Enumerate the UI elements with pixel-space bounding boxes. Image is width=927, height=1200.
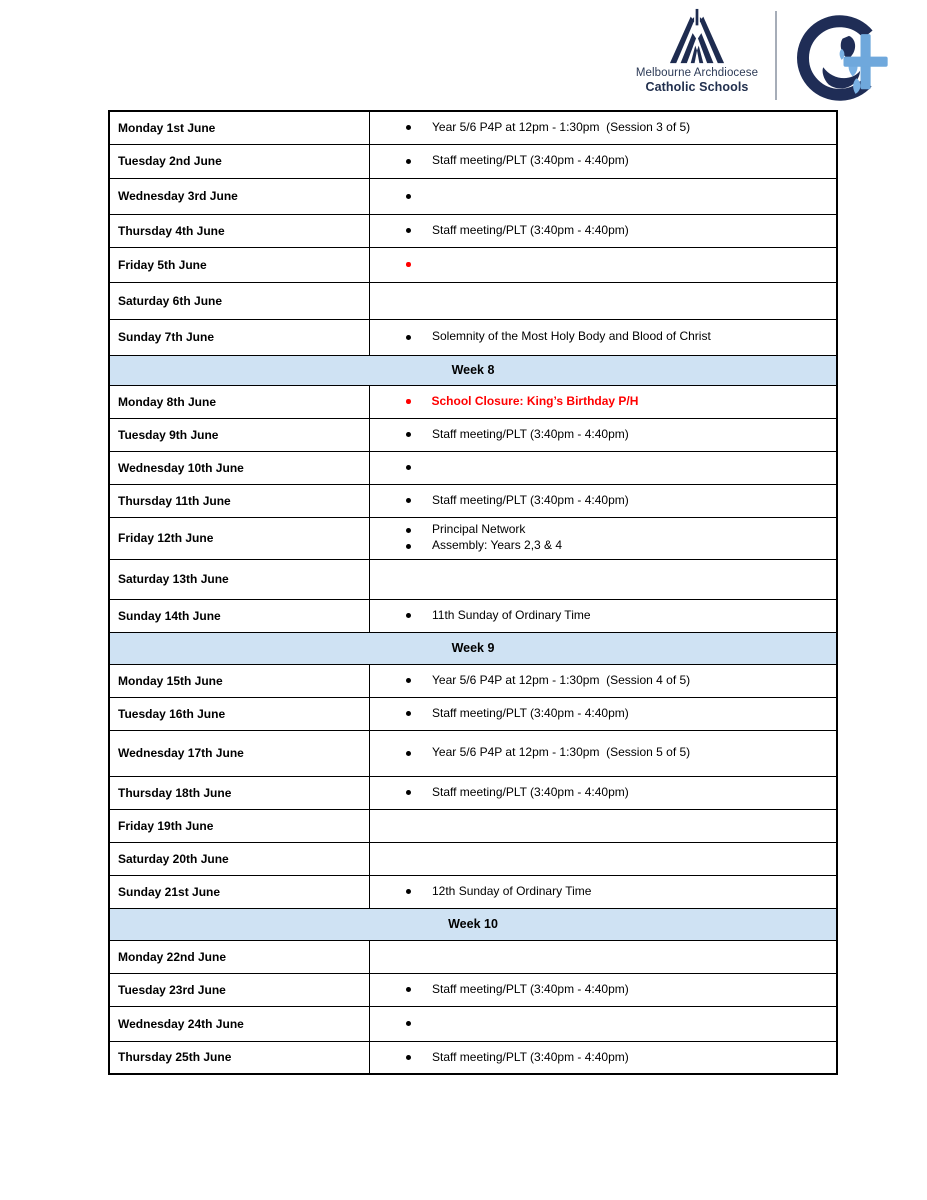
event-line xyxy=(370,1049,832,1065)
table-row xyxy=(109,214,837,247)
bullet-icon xyxy=(406,1021,411,1026)
events-cell xyxy=(370,730,838,776)
event-text: Staff meeting/PLT (3:40pm - 4:40pm) xyxy=(432,981,629,996)
event-line xyxy=(370,538,832,554)
table-row xyxy=(109,418,837,451)
day-cell: Tuesday 9th June xyxy=(109,418,370,451)
circle-logo xyxy=(797,12,890,109)
bullet-icon xyxy=(406,262,411,267)
bullet-icon xyxy=(406,987,411,992)
table-row xyxy=(109,1006,837,1041)
day-cell: Sunday 14th June xyxy=(109,599,370,632)
bullet-icon xyxy=(406,544,411,549)
bullet-icon xyxy=(406,159,411,164)
event-text: Year 5/6 P4P at 12pm - 1:30pm (Session 4 of 5) xyxy=(432,672,691,687)
day-cell: Tuesday 16th June xyxy=(109,697,370,730)
event-line xyxy=(370,223,832,239)
event-line xyxy=(370,884,832,900)
day-cell: Wednesday 17th June xyxy=(109,730,370,776)
macs-logo-text-line2: Catholic Schools xyxy=(645,80,749,94)
events-cell xyxy=(370,809,838,842)
bullet-icon xyxy=(406,678,411,683)
bullet-icon xyxy=(406,1055,411,1060)
events-cell xyxy=(370,517,838,559)
event-text: Solemnity of the Most Holy Body and Blood of Christ xyxy=(432,329,711,344)
event-line xyxy=(370,982,832,998)
event-text: Staff meeting/PLT (3:40pm - 4:40pm) xyxy=(432,1049,629,1064)
event-line xyxy=(370,427,832,443)
event-text: Staff meeting/PLT (3:40pm - 4:40pm) xyxy=(432,705,629,720)
events-cell xyxy=(370,664,838,697)
week-label: Week 9 xyxy=(109,632,837,664)
event-line xyxy=(370,188,832,204)
day-cell: Thursday 4th June xyxy=(109,214,370,247)
events-cell xyxy=(370,875,838,908)
events-cell xyxy=(370,214,838,247)
week-header-row xyxy=(109,632,837,664)
events-cell xyxy=(370,776,838,809)
day-cell: Friday 5th June xyxy=(109,247,370,282)
event-text: Staff meeting/PLT (3:40pm - 4:40pm) xyxy=(432,492,629,507)
events-cell xyxy=(370,842,838,875)
table-row xyxy=(109,730,837,776)
table-row xyxy=(109,559,837,599)
week-header-row xyxy=(109,908,837,940)
event-line xyxy=(370,460,832,476)
table-row xyxy=(109,111,837,144)
bullet-icon xyxy=(406,613,411,618)
calendar-table xyxy=(108,110,838,1075)
calendar-body xyxy=(109,111,837,1074)
events-cell xyxy=(370,940,838,973)
bullet-icon xyxy=(406,711,411,716)
events-cell xyxy=(370,385,838,418)
event-text: School Closure: King’s Birthday P/H xyxy=(431,393,639,408)
day-cell: Monday 1st June xyxy=(109,111,370,144)
day-cell: Saturday 13th June xyxy=(109,559,370,599)
bullet-icon xyxy=(406,498,411,503)
table-row xyxy=(109,178,837,214)
event-text: 12th Sunday of Ordinary Time xyxy=(432,883,592,898)
bullet-icon xyxy=(406,751,411,756)
event-line xyxy=(370,706,832,722)
events-cell xyxy=(370,559,838,599)
day-cell: Sunday 21st June xyxy=(109,875,370,908)
day-cell: Thursday 18th June xyxy=(109,776,370,809)
events-cell xyxy=(370,111,838,144)
events-cell xyxy=(370,144,838,178)
table-row xyxy=(109,842,837,875)
events-cell xyxy=(370,697,838,730)
events-cell xyxy=(370,1041,838,1074)
events-cell xyxy=(370,973,838,1006)
table-row xyxy=(109,664,837,697)
events-cell xyxy=(370,282,838,319)
day-cell: Wednesday 10th June xyxy=(109,451,370,484)
events-cell xyxy=(370,418,838,451)
week-label: Week 8 xyxy=(109,355,837,385)
table-row xyxy=(109,451,837,484)
event-line xyxy=(370,394,832,410)
event-text: Staff meeting/PLT (3:40pm - 4:40pm) xyxy=(432,222,629,237)
events-cell xyxy=(370,484,838,517)
day-cell: Tuesday 2nd June xyxy=(109,144,370,178)
bullet-icon xyxy=(406,465,411,470)
event-text: 11th Sunday of Ordinary Time xyxy=(432,607,591,622)
event-line xyxy=(370,1016,832,1032)
bullet-icon xyxy=(406,335,411,340)
logo-divider xyxy=(775,11,777,100)
day-cell: Friday 12th June xyxy=(109,517,370,559)
event-line xyxy=(370,673,832,689)
macs-triangle-cross-icon xyxy=(668,8,726,64)
table-row xyxy=(109,875,837,908)
bullet-icon xyxy=(406,790,411,795)
event-line xyxy=(370,608,832,624)
day-cell: Monday 15th June xyxy=(109,664,370,697)
event-text: Year 5/6 P4P at 12pm - 1:30pm (Session 5 of 5) xyxy=(432,745,691,760)
events-cell xyxy=(370,1006,838,1041)
table-row xyxy=(109,144,837,178)
bullet-icon xyxy=(406,228,411,233)
table-row xyxy=(109,484,837,517)
day-cell: Friday 19th June xyxy=(109,809,370,842)
day-cell: Thursday 25th June xyxy=(109,1041,370,1074)
table-row xyxy=(109,776,837,809)
event-text: Staff meeting/PLT (3:40pm - 4:40pm) xyxy=(432,784,629,799)
bullet-icon xyxy=(406,889,411,894)
macs-logo-text-line1: Melbourne Archdiocese xyxy=(635,67,759,79)
event-line xyxy=(370,493,832,509)
event-line xyxy=(370,745,832,761)
bullet-icon xyxy=(406,125,411,130)
table-row xyxy=(109,319,837,355)
event-text: Staff meeting/PLT (3:40pm - 4:40pm) xyxy=(432,153,629,168)
macs-logo xyxy=(631,8,763,94)
table-row xyxy=(109,809,837,842)
events-cell xyxy=(370,178,838,214)
day-cell: Saturday 20th June xyxy=(109,842,370,875)
week-header-row xyxy=(109,355,837,385)
week-label: Week 10 xyxy=(109,908,837,940)
day-cell: Monday 8th June xyxy=(109,385,370,418)
event-line xyxy=(370,257,832,273)
table-row xyxy=(109,599,837,632)
table-row xyxy=(109,973,837,1006)
event-line xyxy=(370,329,832,345)
events-cell xyxy=(370,451,838,484)
day-cell: Wednesday 24th June xyxy=(109,1006,370,1041)
event-line xyxy=(370,785,832,801)
table-row xyxy=(109,282,837,319)
bullet-icon xyxy=(406,399,411,404)
event-text: Assembly: Years 2,3 & 4 xyxy=(432,538,563,553)
event-text: Staff meeting/PLT (3:40pm - 4:40pm) xyxy=(432,426,629,441)
table-row xyxy=(109,940,837,973)
events-cell xyxy=(370,599,838,632)
bullet-icon xyxy=(406,432,411,437)
events-cell xyxy=(370,247,838,282)
day-cell: Thursday 11th June xyxy=(109,484,370,517)
bullet-icon xyxy=(406,194,411,199)
event-line xyxy=(370,522,832,538)
day-cell: Wednesday 3rd June xyxy=(109,178,370,214)
day-cell: Sunday 7th June xyxy=(109,319,370,355)
day-cell: Tuesday 23rd June xyxy=(109,973,370,1006)
day-cell: Monday 22nd June xyxy=(109,940,370,973)
table-row xyxy=(109,517,837,559)
table-row xyxy=(109,247,837,282)
table-row xyxy=(109,385,837,418)
event-text: Year 5/6 P4P at 12pm - 1:30pm (Session 3 of 5) xyxy=(432,120,691,134)
c-cross-dove-icon xyxy=(797,12,890,104)
event-line xyxy=(370,153,832,169)
event-text: Principal Network xyxy=(432,522,526,537)
table-row xyxy=(109,697,837,730)
table-row xyxy=(109,1041,837,1074)
day-cell: Saturday 6th June xyxy=(109,282,370,319)
bullet-icon xyxy=(406,528,411,533)
event-line xyxy=(370,120,832,136)
events-cell xyxy=(370,319,838,355)
